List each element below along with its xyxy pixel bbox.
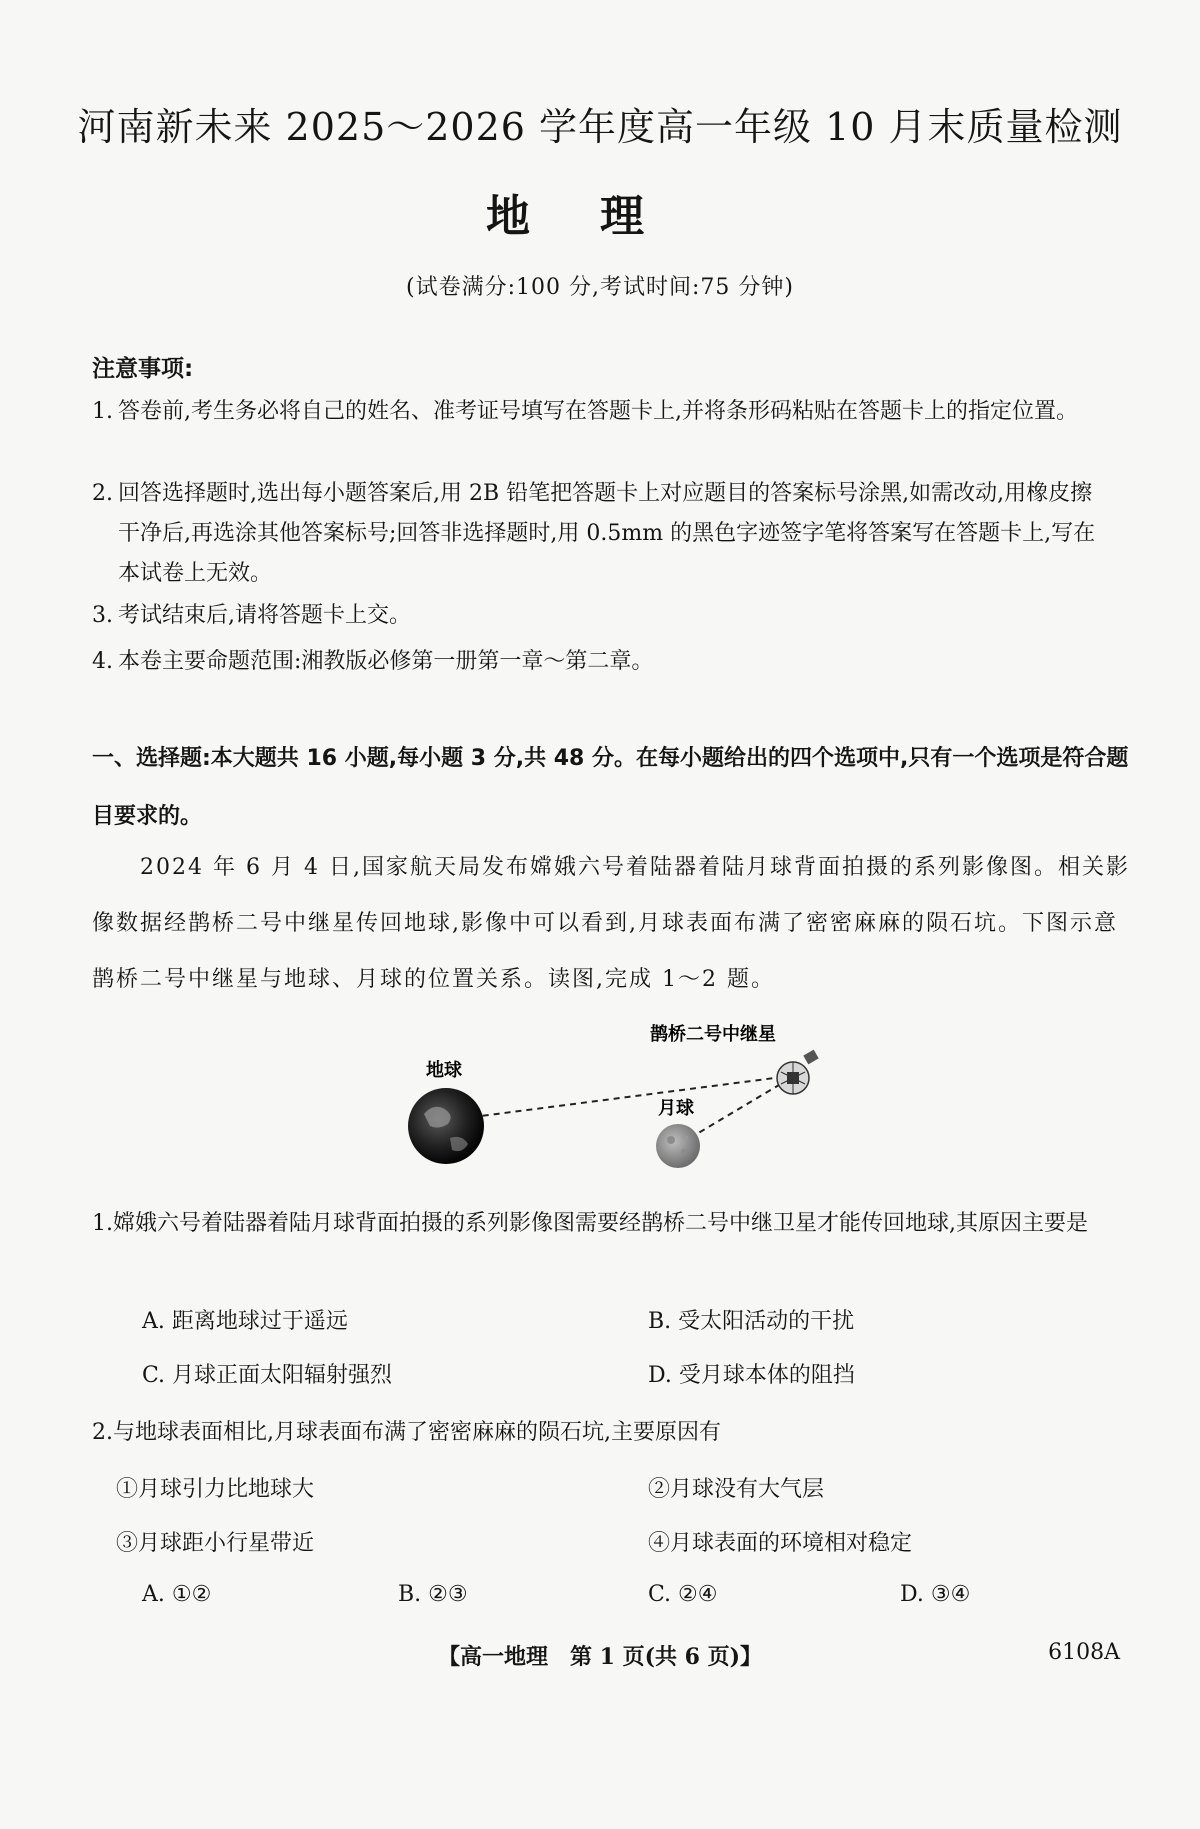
section-heading <box>92 730 1132 846</box>
earth-label: 地球 <box>426 1060 462 1081</box>
relay-satellite-icon <box>777 1050 819 1094</box>
question-2-stem: 2.与地球表面相比,月球表面布满了密密麻麻的陨石坑,主要原因有 <box>92 1420 721 1445</box>
earth-moon-satellite-figure <box>390 1010 840 1190</box>
notice-item-text: 回答选择题时,选出每小题答案后,用 2B 铅笔把答题卡上对应题目的答案标号涂黑,如需改动,用橡皮擦干净后,再选涂其他答案标号;回答非选择题时,用 0.5mm 的黑色字迹签字笔将答案写在答题卡上,写在本试卷上无效。 <box>118 481 1096 586</box>
earth-icon <box>408 1088 484 1164</box>
notice-heading: 注意事项: <box>92 356 194 382</box>
moon-label: 月球 <box>658 1098 694 1119</box>
question-2-statement: ①月球引力比地球大 <box>116 1477 315 1502</box>
exam-meta: (试卷满分:100 分,考试时间:75 分钟) <box>406 275 794 300</box>
question-1-option-a: A. 距离地球过于遥远 <box>142 1309 348 1334</box>
question-2-option-c: C. ②④ <box>648 1582 718 1607</box>
notice-item <box>92 474 1110 594</box>
notice-item <box>92 642 1110 682</box>
question-2-statement: ④月球表面的环境相对稳定 <box>648 1531 913 1556</box>
satellite-label: 鹊桥二号中继星 <box>650 1024 776 1045</box>
notice-item-text: 考试结束后,请将答题卡上交。 <box>118 603 411 628</box>
question-2-statement: ②月球没有大气层 <box>648 1477 825 1502</box>
page-footer: 【高一地理 第 1 页(共 6 页)】 <box>437 1644 763 1670</box>
question-2-option-a: A. ①② <box>142 1582 212 1607</box>
moon-icon <box>656 1124 700 1168</box>
figure-svg <box>390 1010 840 1190</box>
notice-item-text: 答卷前,考生务必将自己的姓名、准考证号填写在答题卡上,并将条形码粘贴在答题卡上的指定位置。 <box>118 399 1078 424</box>
notice-item <box>92 596 1110 636</box>
notice-item-number: 1. <box>92 399 113 424</box>
moon-satellite-link <box>690 1082 784 1138</box>
question-2-option-d: D. ③④ <box>900 1582 971 1607</box>
notice-item-text: 本卷主要命题范围:湘教版必修第一册第一章～第二章。 <box>118 649 654 674</box>
earth-satellite-link <box>450 1076 790 1120</box>
notice-item-number: 3. <box>92 603 113 628</box>
question-2-option-b: B. ②③ <box>398 1582 468 1607</box>
notice-item-number: 4. <box>92 649 113 674</box>
exam-title: 河南新未来 2025～2026 学年度高一年级 10 月末质量检测 <box>77 105 1123 149</box>
subject-title: 地理 <box>486 191 714 242</box>
question-2-statement: ③月球距小行星带近 <box>116 1531 315 1556</box>
notice-item <box>92 392 1110 432</box>
material-intro: 2024 年 6 月 4 日,国家航天局发布嫦娥六号着陆器着陆月球背面拍摄的系列影像图。相关影像数据经鹊桥二号中继星传回地球,影像中可以看到,月球表面布满了密密麻麻的陨石坑。下图示意鹊桥二号中继星与地球、月球的位置关系。读图,完成 1～2 题。 <box>92 855 1130 992</box>
question-1-option-b: B. 受太阳活动的干扰 <box>648 1309 855 1334</box>
question-1-option-d: D. 受月球本体的阻挡 <box>648 1363 855 1388</box>
paper-code: 6108A <box>1048 1640 1120 1665</box>
question-1-option-c: C. 月球正面太阳辐射强烈 <box>142 1363 393 1388</box>
notice-item-number: 2. <box>92 481 113 506</box>
question-1-stem: 1.嫦娥六号着陆器着陆月球背面拍摄的系列影像图需要经鹊桥二号中继卫星才能传回地球,其原因主要是 <box>92 1211 1088 1236</box>
section-heading-text: 一、选择题:本大题共 16 小题,每小题 3 分,共 48 分。在每小题给出的四个选项中,只有一个选项是符合题目要求的。 <box>92 746 1129 829</box>
